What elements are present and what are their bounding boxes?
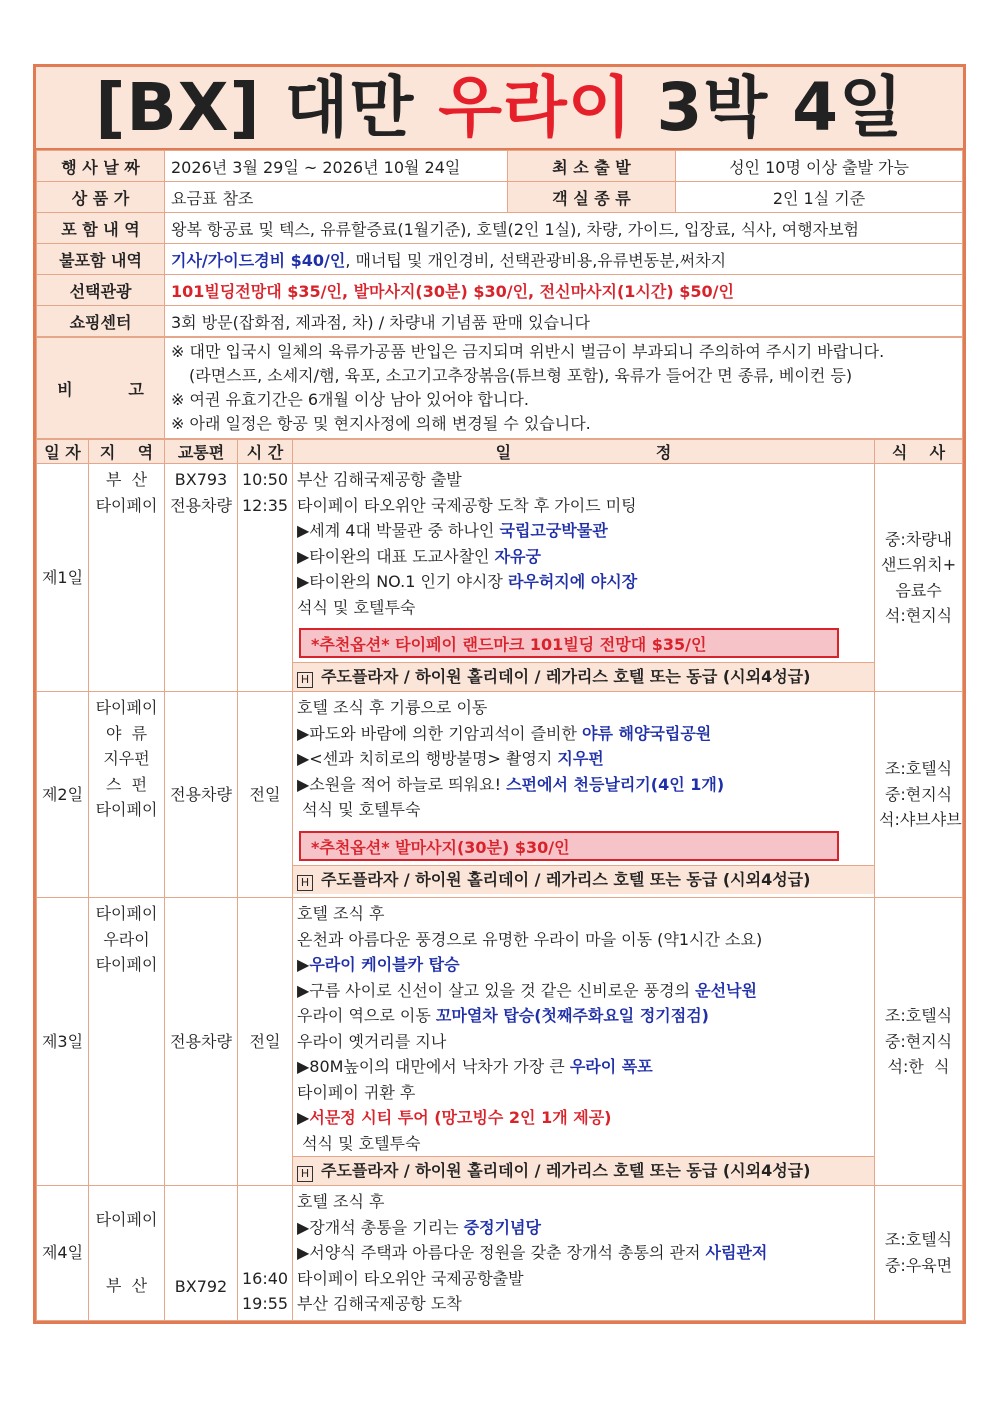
region: 타이페이 bbox=[95, 495, 158, 515]
transport: BX793 bbox=[174, 470, 228, 489]
day-schedule bbox=[293, 692, 875, 898]
region: 스 펀 bbox=[105, 774, 148, 794]
day-regions bbox=[89, 464, 165, 692]
day-row-1 bbox=[37, 464, 963, 692]
hotel-line bbox=[293, 865, 874, 894]
shopping-value: 3회 방문(잡화점, 제과점, 차) / 차량내 기념품 판매 있습니다 bbox=[165, 306, 963, 337]
time: 10:50 bbox=[242, 470, 289, 489]
schedule-text: ▶장개석 총통을 기리는 bbox=[297, 1217, 464, 1237]
page-title bbox=[36, 67, 963, 150]
day-regions bbox=[89, 898, 165, 1186]
schedule-line: 부산 김해국제공항 출발 bbox=[297, 470, 462, 489]
day-label: 제2일 bbox=[37, 692, 89, 898]
schedule-line bbox=[297, 569, 870, 595]
attraction-name: 지우펀 bbox=[557, 749, 604, 768]
schedule-line bbox=[297, 1003, 870, 1029]
meal: 석:샤브샤브 bbox=[879, 810, 962, 830]
day-row-2 bbox=[37, 692, 963, 898]
attraction-name: 라우허지에 야시장 bbox=[507, 572, 638, 591]
day-transport: 전용차량 bbox=[165, 898, 238, 1186]
region: 야 류 bbox=[105, 723, 148, 743]
meal: 샌드위치+ bbox=[880, 555, 957, 574]
title-suffix: 3박 4일 bbox=[632, 69, 904, 146]
attraction-name: 국립고궁박물관 bbox=[499, 521, 608, 540]
transport: 전용차량 bbox=[170, 495, 232, 515]
time: 16:40 bbox=[242, 1268, 289, 1288]
attraction-name: 스펀에서 천등날리기(4인 1개) bbox=[506, 774, 725, 794]
notes-list bbox=[165, 338, 963, 439]
schedule-text: ▶소원을 적어 하늘로 띄워요! bbox=[297, 774, 507, 794]
itinerary-table bbox=[36, 439, 963, 1321]
schedule-line: 부산 김해국제공항 도착 bbox=[297, 1294, 462, 1313]
schedule-line bbox=[297, 721, 870, 747]
recommended-option-box: *추천옵션* 발마사지(30분) $30/인 bbox=[299, 831, 839, 861]
schedule-line: 석식 및 호텔투숙 bbox=[297, 597, 416, 617]
day-schedule bbox=[293, 1186, 875, 1321]
attraction-name: 중정기념당 bbox=[463, 1217, 541, 1237]
schedule-text: 우라이 역으로 이동 bbox=[297, 1006, 436, 1025]
period-label: 행 사 날 짜 bbox=[37, 151, 165, 182]
note-2: (라면스프, 소세지/햄, 육포, 소고기고추장볶음(튜브형 포함), 육류가 들어간 면 종류, 베이컨 등) bbox=[189, 366, 853, 385]
meal: 중:현지식 bbox=[884, 784, 953, 804]
min-departure-label: 최 소 출 발 bbox=[508, 151, 676, 182]
day-row-4 bbox=[37, 1186, 963, 1321]
hotel-text: 주도플라자 / 하이원 홀리데이 / 레가리스 호텔 또는 동급 (시외4성급) bbox=[321, 869, 811, 889]
day-meals bbox=[875, 692, 963, 898]
hotel-icon: H bbox=[297, 875, 313, 891]
region: 타이페이 bbox=[95, 800, 158, 819]
hotel-icon: H bbox=[297, 1166, 313, 1182]
hotel-line bbox=[293, 1156, 874, 1185]
meal: 음료수 bbox=[895, 580, 942, 600]
attraction-name: 운선낙원 bbox=[695, 980, 757, 1000]
day-label: 제1일 bbox=[37, 464, 89, 692]
meal: 중:우육면 bbox=[884, 1255, 953, 1275]
region: 타이페이 bbox=[95, 904, 158, 923]
min-departure-value: 성인 10명 이상 출발 가능 bbox=[676, 151, 963, 182]
attraction-name: 자유궁 bbox=[494, 546, 541, 566]
notes-table bbox=[36, 337, 963, 439]
schedule-text: ▶ bbox=[297, 955, 310, 974]
attraction-name: 사림관저 bbox=[705, 1243, 768, 1262]
day-transport bbox=[165, 1186, 238, 1321]
schedule-line: 타이페이 귀환 후 bbox=[297, 1082, 416, 1102]
info-table bbox=[36, 150, 963, 337]
schedule-line: 우라이 옛거리를 지나 bbox=[297, 1031, 447, 1051]
region: 부 산 bbox=[105, 470, 148, 489]
region: 부 산 bbox=[105, 1275, 148, 1295]
shopping-label: 쇼핑센터 bbox=[37, 306, 165, 337]
optional-tour-label: 선택관광 bbox=[37, 275, 165, 306]
day-times bbox=[238, 1186, 293, 1321]
schedule-line bbox=[297, 518, 870, 544]
schedule-line: 호텔 조식 후 bbox=[297, 904, 385, 923]
note-3: ※ 여권 유효기간은 6개월 이상 남아 있어야 합니다. bbox=[171, 390, 529, 409]
day-schedule bbox=[293, 464, 875, 692]
day-meals bbox=[875, 1186, 963, 1321]
note-1: ※ 대만 입국시 일체의 육류가공품 반입은 금지되며 위반시 벌금이 부과되니 주의하여 주시기 바랍니다. bbox=[171, 342, 885, 361]
day-label: 제3일 bbox=[37, 898, 89, 1186]
day-regions bbox=[89, 1186, 165, 1321]
time: 12:35 bbox=[242, 495, 289, 515]
schedule-line bbox=[297, 978, 870, 1004]
schedule-text: ▶세계 4대 박물관 중 하나인 bbox=[297, 521, 500, 540]
schedule-line bbox=[297, 1215, 870, 1241]
header-transport: 교통편 bbox=[165, 440, 238, 464]
excluded-rest: , 매너팁 및 개인경비, 선택관광비용,유류변동분,써차지 bbox=[345, 250, 727, 270]
day-transport bbox=[165, 464, 238, 692]
attraction-name: 우라이 케이블카 탑승 bbox=[309, 955, 460, 974]
schedule-line: 석식 및 호텔투숙 bbox=[297, 800, 421, 819]
schedule-text: ▶80M높이의 대만에서 낙차가 가장 큰 bbox=[297, 1057, 570, 1076]
header-day: 일 자 bbox=[37, 440, 89, 464]
day-row-3 bbox=[37, 898, 963, 1186]
included-label: 포 함 내 역 bbox=[37, 213, 165, 244]
recommended-option-box: *추천옵션* 타이페이 랜드마크 101빌딩 전망대 $35/인 bbox=[299, 628, 839, 658]
title-highlight: 우라이 bbox=[438, 69, 633, 146]
schedule-line: 호텔 조식 후 bbox=[297, 1192, 385, 1211]
header-region: 지 역 bbox=[89, 440, 165, 464]
day-schedule bbox=[293, 898, 875, 1186]
excluded-label: 불포함 내역 bbox=[37, 244, 165, 275]
schedule-line: 석식 및 호텔투숙 bbox=[297, 1133, 421, 1153]
schedule-text: ▶서양식 주택과 아름다운 정원을 갖춘 장개석 총통의 관저 bbox=[297, 1243, 706, 1262]
notes-label: 비 고 bbox=[37, 338, 165, 439]
itinerary-sheet bbox=[33, 64, 966, 1324]
schedule-line bbox=[297, 1240, 870, 1266]
attraction-name: 우라이 폭포 bbox=[569, 1057, 653, 1076]
region: 타이페이 bbox=[95, 955, 158, 974]
schedule-line: 온천과 아름다운 풍경으로 유명한 우라이 마을 이동 (약1시간 소요) bbox=[297, 929, 763, 949]
day-meals bbox=[875, 464, 963, 692]
hotel-line bbox=[293, 662, 874, 691]
day-times bbox=[238, 464, 293, 692]
schedule-text: ▶구름 사이로 신선이 살고 있을 것 같은 신비로운 풍경의 bbox=[297, 980, 696, 1000]
transport: BX792 bbox=[174, 1277, 228, 1296]
schedule-line: 타이페이 타오위안 국제공항출발 bbox=[297, 1268, 524, 1288]
period-value: 2026년 3월 29일 ~ 2026년 10월 24일 bbox=[165, 151, 508, 182]
excluded-value bbox=[165, 244, 963, 275]
meal: 석:현지식 bbox=[884, 606, 953, 625]
attraction-name: 서문정 시티 투어 (망고빙수 2인 1개 제공) bbox=[309, 1108, 612, 1127]
room-type-value: 2인 1실 기준 bbox=[676, 182, 963, 213]
meal: 조:호텔식 bbox=[884, 1230, 953, 1250]
excluded-highlight: 기사/가이드경비 $40/인 bbox=[171, 250, 346, 270]
region: 타이페이 bbox=[95, 698, 158, 717]
schedule-line bbox=[297, 1105, 870, 1131]
hotel-text: 주도플라자 / 하이원 홀리데이 / 레가리스 호텔 또는 동급 (시외4성급) bbox=[321, 1161, 811, 1180]
price-value: 요금표 참조 bbox=[165, 182, 508, 213]
header-meal: 식 사 bbox=[875, 440, 963, 464]
title-prefix: [BX] 대만 bbox=[95, 69, 439, 146]
meal: 중:차량내 bbox=[884, 529, 953, 549]
schedule-text: ▶타이완의 NO.1 인기 야시장 bbox=[297, 572, 508, 591]
header-schedule: 일 정 bbox=[293, 440, 875, 464]
schedule-text: ▶ bbox=[297, 1108, 310, 1127]
schedule-text: ▶파도와 바람에 의한 기암괴석이 즐비한 bbox=[297, 723, 583, 743]
note-4: ※ 아래 일정은 항공 및 현지사정에 의해 변경될 수 있습니다. bbox=[171, 414, 591, 433]
schedule-line bbox=[297, 952, 870, 978]
day-label: 제4일 bbox=[37, 1186, 89, 1321]
room-type-label: 객 실 종 류 bbox=[508, 182, 676, 213]
day-transport: 전용차량 bbox=[165, 692, 238, 898]
region: 우라이 bbox=[103, 929, 150, 949]
schedule-line: 타이페이 타오위안 국제공항 도착 후 가이드 미팅 bbox=[297, 495, 637, 515]
meal: 중:현지식 bbox=[884, 1031, 953, 1051]
price-label: 상 품 가 bbox=[37, 182, 165, 213]
day-times: 전일 bbox=[238, 692, 293, 898]
schedule-line: 호텔 조식 후 기륭으로 이동 bbox=[297, 698, 488, 717]
time: 19:55 bbox=[242, 1294, 289, 1313]
day-regions bbox=[89, 692, 165, 898]
attraction-name: 야류 해양국립공원 bbox=[582, 723, 712, 743]
schedule-line bbox=[297, 746, 870, 772]
schedule-text: ▶<센과 치히로의 행방불명> 촬영지 bbox=[297, 749, 558, 768]
hotel-icon: H bbox=[297, 672, 313, 688]
day-times: 전일 bbox=[238, 898, 293, 1186]
meal: 조:호텔식 bbox=[884, 759, 953, 779]
schedule-line bbox=[297, 1054, 870, 1080]
schedule-line bbox=[297, 544, 870, 570]
region: 지우펀 bbox=[103, 749, 150, 768]
header-time: 시 간 bbox=[238, 440, 293, 464]
included-value: 왕복 항공료 및 텍스, 유류할증료(1월기준), 호텔(2인 1실), 차량, 가이드, 입장료, 식사, 여행자보험 bbox=[165, 213, 963, 244]
meal: 석:한 식 bbox=[887, 1057, 950, 1077]
schedule-text: ▶타이완의 대표 도교사찰인 bbox=[297, 546, 495, 566]
region: 타이페이 bbox=[95, 1210, 158, 1230]
meal: 조:호텔식 bbox=[884, 1006, 953, 1026]
schedule-line bbox=[297, 772, 870, 798]
day-meals bbox=[875, 898, 963, 1186]
attraction-name: 꼬마열차 탑승(첫째주화요일 정기점검) bbox=[435, 1006, 709, 1025]
optional-tour-value: 101빌딩전망대 $35/인, 발마사지(30분) $30/인, 전신마사지(1시간) $50/인 bbox=[165, 275, 963, 306]
hotel-text: 주도플라자 / 하이원 홀리데이 / 레가리스 호텔 또는 동급 (시외4성급) bbox=[321, 667, 811, 686]
